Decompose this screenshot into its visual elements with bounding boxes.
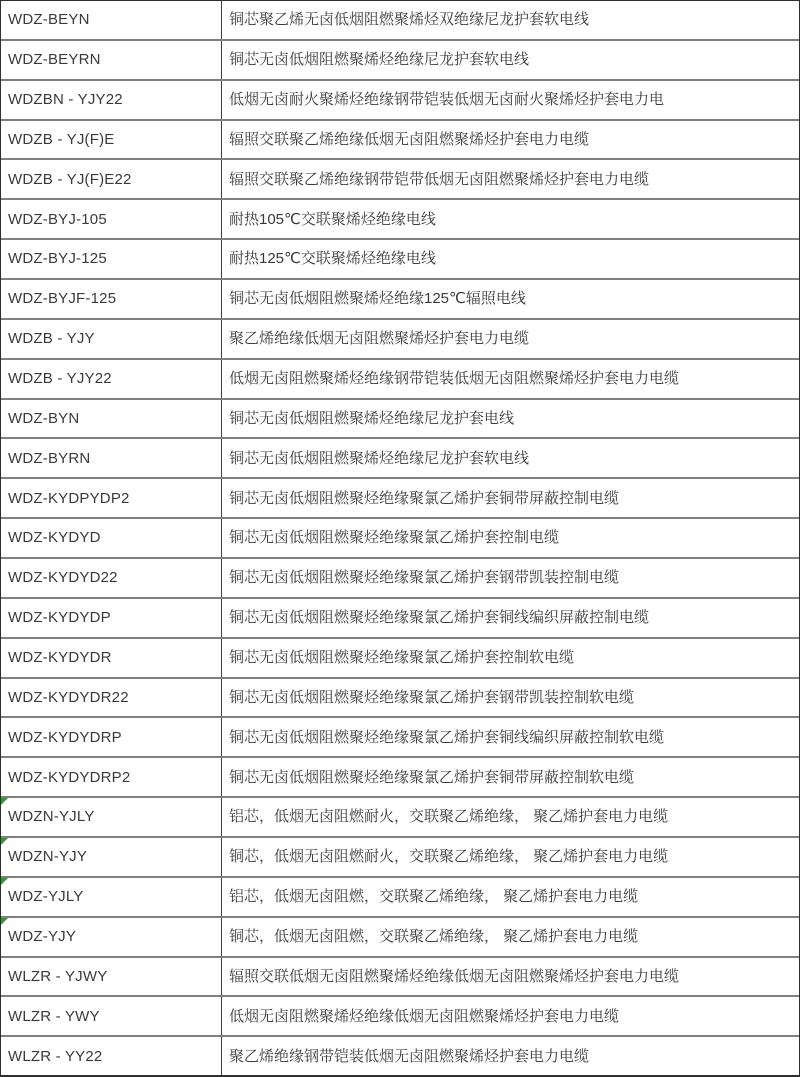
model-code-cell: [1, 1037, 222, 1075]
model-code-text: WDZ-KYDYD22: [8, 569, 118, 587]
model-code-cell: [1, 41, 222, 79]
model-code-cell: [1, 400, 222, 438]
description-text: 铜芯，低烟无卤阻燃耐火，交联聚乙烯绝缘， 聚乙烯护套电力电缆: [229, 848, 669, 866]
model-code-cell: [1, 320, 222, 358]
description-text: 铝芯，低烟无卤阻燃，交联聚乙烯绝缘， 聚乙烯护套电力电缆: [229, 888, 639, 906]
description-cell: [222, 439, 799, 477]
description-text: 铜芯无卤低烟阻燃聚烃绝缘聚氯乙烯护套控制软电缆: [229, 649, 575, 667]
model-code-cell: [1, 519, 222, 557]
description-text: 铜芯无卤低烟阻燃聚烃绝缘聚氯乙烯护套铜带屏蔽控制电缆: [229, 489, 620, 507]
table-row: [1, 160, 799, 200]
model-code-text: WDZ-KYDYD: [8, 529, 101, 547]
model-code-cell: [1, 958, 222, 996]
model-code-cell: [1, 639, 222, 677]
description-text: 铜芯无卤低烟阻燃聚烃绝缘聚氯乙烯护套铜线编织屏蔽控制电缆: [229, 609, 650, 627]
model-code-text: WDZ-BYJ-105: [8, 210, 107, 228]
table-row: [1, 958, 799, 998]
model-code-cell: [1, 718, 222, 756]
model-code-cell: [1, 81, 222, 119]
description-text: 聚乙烯绝缘低烟无卤阻燃聚烯烃护套电力电缆: [229, 330, 530, 348]
model-code-text: WDZ-KYDYDR: [8, 649, 112, 667]
description-cell: [222, 200, 799, 238]
model-code-text: WDZB - YJ(F)E22: [8, 170, 132, 188]
table-row: [1, 1, 799, 41]
description-text: 铜芯无卤低烟阻燃聚烯烃绝缘尼龙护套软电线: [229, 51, 530, 69]
description-text: 辐照交联聚乙烯绝缘钢带铠带低烟无卤阻燃聚烯烃护套电力电缆: [229, 170, 650, 188]
green-corner-marker-icon: [1, 798, 8, 805]
table-row: [1, 1037, 799, 1075]
description-cell: [222, 41, 799, 79]
description-text: 辐照交联低烟无卤阻燃聚烯烃绝缘低烟无卤阻燃聚烯烃护套电力电缆: [229, 967, 680, 985]
table-row: [1, 918, 799, 958]
description-text: 低烟无卤阻燃聚烯烃绝缘钢带铠装低烟无卤阻燃聚烯烃护套电力电缆: [229, 370, 680, 388]
model-code-text: WDZ-KYDYDR22: [8, 688, 129, 706]
description-cell: [222, 599, 799, 637]
model-code-text: WDZ-KYDYDRP: [8, 728, 122, 746]
model-code-cell: [1, 439, 222, 477]
description-cell: [222, 160, 799, 198]
table-row: [1, 758, 799, 798]
model-code-text: WDZ-BYRN: [8, 449, 91, 467]
table-row: [1, 519, 799, 559]
table-row: [1, 479, 799, 519]
green-corner-marker-icon: [1, 918, 8, 925]
description-text: 铜芯聚乙烯无卤低烟阻燃聚烯烃双绝缘尼龙护套软电线: [229, 11, 590, 29]
description-cell: [222, 1, 799, 39]
table-row: [1, 439, 799, 479]
description-text: 铜芯，低烟无卤阻燃，交联聚乙烯绝缘， 聚乙烯护套电力电缆: [229, 928, 639, 946]
description-cell: [222, 240, 799, 278]
table-row: [1, 200, 799, 240]
description-cell: [222, 360, 799, 398]
model-code-cell: [1, 360, 222, 398]
table-row: [1, 240, 799, 280]
model-code-text: WDZB - YJY: [8, 330, 95, 348]
model-code-cell: [1, 679, 222, 717]
model-code-cell: [1, 160, 222, 198]
description-text: 铜芯无卤低烟阻燃聚烃绝缘聚氯乙烯护套控制电缆: [229, 529, 560, 547]
model-code-cell: [1, 200, 222, 238]
model-code-cell: [1, 758, 222, 796]
description-text: 铜芯无卤低烟阻燃聚烯烃绝缘125℃辐照电线: [229, 290, 526, 308]
description-text: 聚乙烯绝缘钢带铠装低烟无卤阻燃聚烯烃护套电力电缆: [229, 1047, 590, 1065]
description-cell: [222, 121, 799, 159]
model-code-cell: [1, 240, 222, 278]
green-corner-marker-icon: [1, 878, 8, 885]
model-code-text: WDZ-KYDYDP: [8, 609, 111, 627]
table-row: [1, 320, 799, 360]
description-cell: [222, 838, 799, 876]
description-cell: [222, 798, 799, 836]
model-code-text: WDZN-YJY: [8, 848, 88, 866]
model-code-cell: [1, 559, 222, 597]
table-row: [1, 81, 799, 121]
description-cell: [222, 81, 799, 119]
description-text: 铝芯，低烟无卤阻燃耐火，交联聚乙烯绝缘， 聚乙烯护套电力电缆: [229, 808, 669, 826]
table-row: [1, 559, 799, 599]
description-cell: [222, 519, 799, 557]
description-cell: [222, 1037, 799, 1075]
table-row: [1, 41, 799, 81]
description-text: 低烟无卤阻燃聚烯烃绝缘低烟无卤阻燃聚烯烃护套电力电缆: [229, 1007, 620, 1025]
model-code-text: WDZB - YJY22: [8, 370, 112, 388]
description-text: 铜芯无卤低烟阻燃聚烃绝缘聚氯乙烯护套钢带凯装控制软电缆: [229, 688, 635, 706]
description-cell: [222, 878, 799, 916]
model-code-text: WDZ-BEYN: [8, 11, 90, 29]
table-row: [1, 360, 799, 400]
model-code-text: WDZN-YJLY: [8, 808, 95, 826]
model-code-cell: [1, 798, 222, 836]
description-cell: [222, 679, 799, 717]
description-cell: [222, 639, 799, 677]
description-cell: [222, 718, 799, 756]
model-code-text: WDZ-BEYRN: [8, 51, 101, 69]
green-corner-marker-icon: [1, 838, 8, 845]
description-text: 铜芯无卤低烟阻燃聚烃绝缘聚氯乙烯护套铜带屏蔽控制软电缆: [229, 768, 635, 786]
table-row: [1, 639, 799, 679]
model-code-text: WDZ-YJY: [8, 928, 77, 946]
description-text: 铜芯无卤低烟阻燃聚烃绝缘聚氯乙烯护套钢带凯装控制电缆: [229, 569, 620, 587]
table-row: [1, 400, 799, 440]
model-code-text: WLZR - YJWY: [8, 967, 108, 985]
model-code-cell: [1, 878, 222, 916]
description-cell: [222, 479, 799, 517]
model-code-text: WDZ-YJLY: [8, 888, 84, 906]
table-row: [1, 997, 799, 1037]
model-code-cell: [1, 918, 222, 956]
description-text: 铜芯无卤低烟阻燃聚烃绝缘聚氯乙烯护套铜线编织屏蔽控制软电缆: [229, 728, 665, 746]
model-code-text: WDZ-BYN: [8, 409, 80, 427]
table-row: [1, 878, 799, 918]
description-cell: [222, 997, 799, 1035]
description-text: 耐热125℃交联聚烯烃绝缘电线: [229, 250, 436, 268]
table-row: [1, 718, 799, 758]
description-text: 铜芯无卤低烟阻燃聚烯烃绝缘尼龙护套软电线: [229, 449, 530, 467]
model-code-cell: [1, 838, 222, 876]
description-text: 辐照交联聚乙烯绝缘低烟无卤阻燃聚烯烃护套电力电缆: [229, 130, 590, 148]
model-code-text: WDZ-BYJ-125: [8, 250, 107, 268]
model-code-cell: [1, 1, 222, 39]
model-code-text: WDZ-KYDPYDP2: [8, 489, 130, 507]
description-text: 铜芯无卤低烟阻燃聚烯烃绝缘尼龙护套电线: [229, 409, 515, 427]
description-cell: [222, 280, 799, 318]
model-code-text: WLZR - YWY: [8, 1007, 100, 1025]
model-code-cell: [1, 997, 222, 1035]
table-row: [1, 599, 799, 639]
description-cell: [222, 918, 799, 956]
model-code-cell: [1, 121, 222, 159]
description-cell: [222, 400, 799, 438]
model-code-text: WDZ-BYJF-125: [8, 290, 117, 308]
table-row: [1, 798, 799, 838]
table-row: [1, 679, 799, 719]
table-row: [1, 838, 799, 878]
description-text: 低烟无卤耐火聚烯烃绝缘钢带铠装低烟无卤耐火聚烯烃护套电力电: [229, 91, 665, 109]
model-code-text: WDZB - YJ(F)E: [8, 130, 115, 148]
description-cell: [222, 758, 799, 796]
description-cell: [222, 559, 799, 597]
table-row: [1, 121, 799, 161]
model-code-text: WDZ-KYDYDRP2: [8, 768, 131, 786]
description-cell: [222, 958, 799, 996]
model-code-cell: [1, 599, 222, 637]
table-row: [1, 280, 799, 320]
description-cell: [222, 320, 799, 358]
description-text: 耐热105℃交联聚烯烃绝缘电线: [229, 210, 436, 228]
model-code-text: WDZBN - YJY22: [8, 91, 123, 109]
model-code-cell: [1, 479, 222, 517]
model-code-text: WLZR - YY22: [8, 1047, 103, 1065]
model-code-cell: [1, 280, 222, 318]
